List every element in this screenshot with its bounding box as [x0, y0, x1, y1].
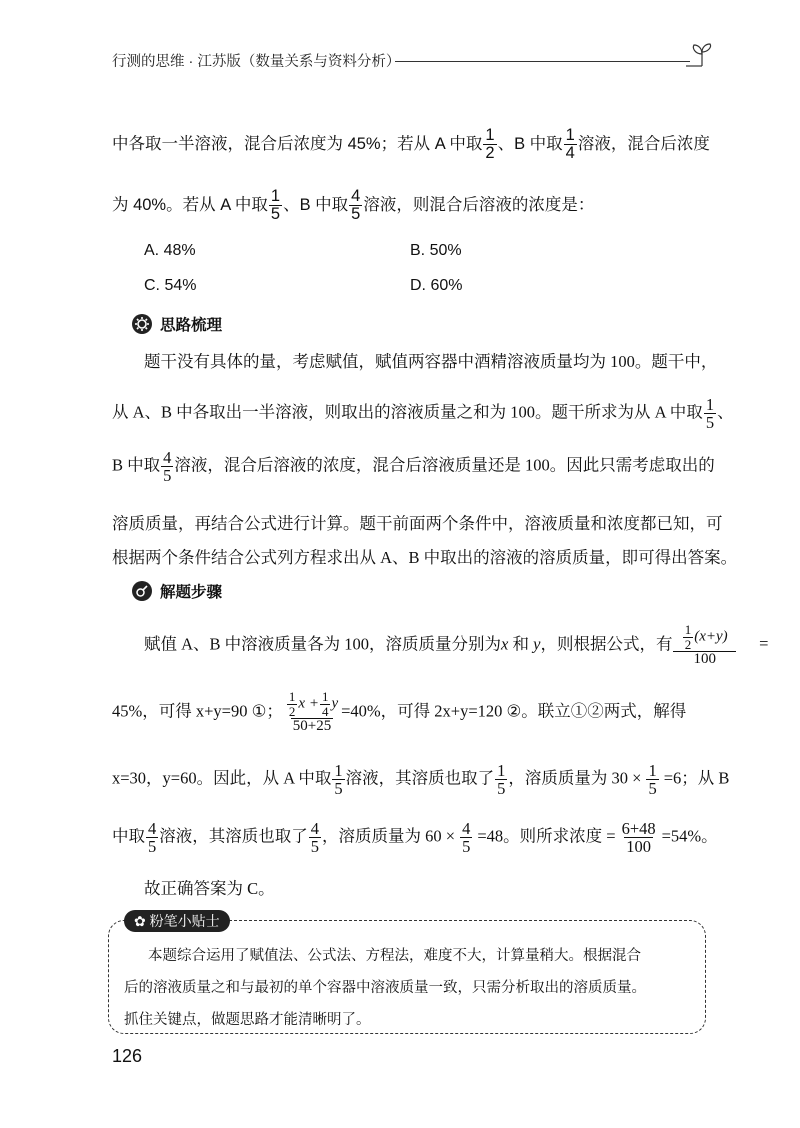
fraction: $\frac{1}{5}$	[497, 761, 506, 799]
solution-line-2: 45%，可得 x+y=90 ①； $\frac{1}{2}$ x + $\frac{1}{4}$ y 50+25 =40%，可得 2x+y=120 ②。联立①②两式，解得	[112, 689, 687, 735]
option-d: D. 60%	[410, 277, 463, 294]
option-b: B. 50%	[410, 242, 462, 259]
option-a: A. 48%	[144, 242, 196, 259]
tip-label: ✿ 粉笔小贴士	[124, 910, 230, 932]
tip-line-2: 后的溶液质量之和与最初的单个容器中溶液质量一致，只需分析取出的溶质质量。	[124, 980, 646, 996]
analysis-para-2: 从 A、B 中各取出一半溶液，则取出的溶液质量之和为 100。题干所求为从 A 中取 $\frac{1}{5}$ 、	[112, 395, 734, 433]
fraction: $\frac{4}{5}$	[462, 819, 471, 857]
fraction: $\frac{4}{5}$	[310, 819, 319, 857]
solution-conclusion: 故正确答案为 C。	[144, 879, 275, 898]
sprout-icon	[682, 42, 718, 68]
fraction: $\frac{1}{5}$	[334, 761, 343, 799]
fraction: $\frac{1}{5}$	[705, 395, 715, 433]
tip-line-3: 抓住关键点，做题思路才能清晰明了。	[124, 1012, 371, 1028]
fraction: $\frac{1}{5}$	[270, 187, 281, 224]
running-header: 行测的思维 · 江苏版（数量关系与资料分析）	[112, 54, 401, 70]
analysis-para-1: 题干没有具体的量，考虑赋值，赋值两容器中酒精溶液质量均为 100。题干中，	[144, 352, 718, 371]
formula-fraction: $\frac{1}{2}$ x + $\frac{1}{4}$ y 50+25	[288, 689, 339, 735]
gear-icon	[132, 314, 152, 334]
solution-line-4: 中取 $\frac{4}{5}$ 溶液，其溶质也取了 $\frac{4}{5}$ ，溶质质量为 60 × $\frac{4}{5}$ =48。则所求浓度 = $\frac{6+48}{100}$ =54%。	[112, 819, 718, 857]
solution-heading: 解题步骤	[132, 580, 222, 602]
option-c: C. 54%	[144, 277, 197, 294]
fraction: $\frac{1}{2}$	[485, 126, 495, 163]
solution-line-1: 赋值 A、B 中溶液质量各为 100，溶质质量分别为x 和 y，则根据公式，有 $\frac{1}{2}$ (x+y) 100 =	[144, 622, 769, 668]
analysis-para-5: 根据两个条件结合公式列方程求出从 A、B 中取出的溶液的溶质质量，即可得出答案。	[112, 548, 738, 567]
analysis-para-4: 溶质质量，再结合公式进行计算。题干前面两个条件中，溶液质量和浓度都已知，可	[112, 514, 723, 533]
page-number: 126	[112, 1046, 143, 1066]
question-line-2: 为 40%。若从 A 中取 $\frac{1}{5}$ 、B 中取 $\frac{4}{5}$ 溶液，则混合后溶液的浓度是：	[112, 187, 595, 224]
fraction: $\frac{1}{5}$	[648, 761, 657, 799]
pencil-icon	[132, 581, 152, 601]
fraction: $\frac{6+48}{100}$	[621, 819, 656, 857]
analysis-para-3: B 中取 $\frac{4}{5}$ 溶液，混合后溶液的浓度，混合后溶液质量还是 100。因此只需考虑取出的	[112, 448, 715, 486]
fraction: $\frac{1}{4}$	[565, 126, 575, 163]
solution-line-3: x=30，y=60。因此，从 A 中取 $\frac{1}{5}$ 溶液，其溶质也取了 $\frac{1}{5}$ ，溶质质量为 30 × $\frac{1}{5}$ =6；从 B	[112, 761, 730, 799]
fraction: $\frac{4}{5}$	[163, 448, 172, 486]
header-rule	[395, 61, 690, 62]
sprout-icon: ✿	[134, 913, 150, 929]
fraction: $\frac{4}{5}$	[351, 187, 361, 224]
analysis-heading: 思路梳理	[132, 313, 222, 335]
fraction: $\frac{4}{5}$	[148, 819, 157, 857]
question-line-1: 中各取一半溶液，混合后浓度为 45%；若从 A 中取 $\frac{1}{2}$ 、B 中取 $\frac{1}{4}$ 溶液，混合后浓度	[112, 126, 710, 163]
tip-line-1: 本题综合运用了赋值法、公式法、方程法，难度不大，计算量稍大。根据混合	[148, 948, 641, 964]
formula-fraction: $\frac{1}{2}$ (x+y) 100	[673, 623, 736, 668]
